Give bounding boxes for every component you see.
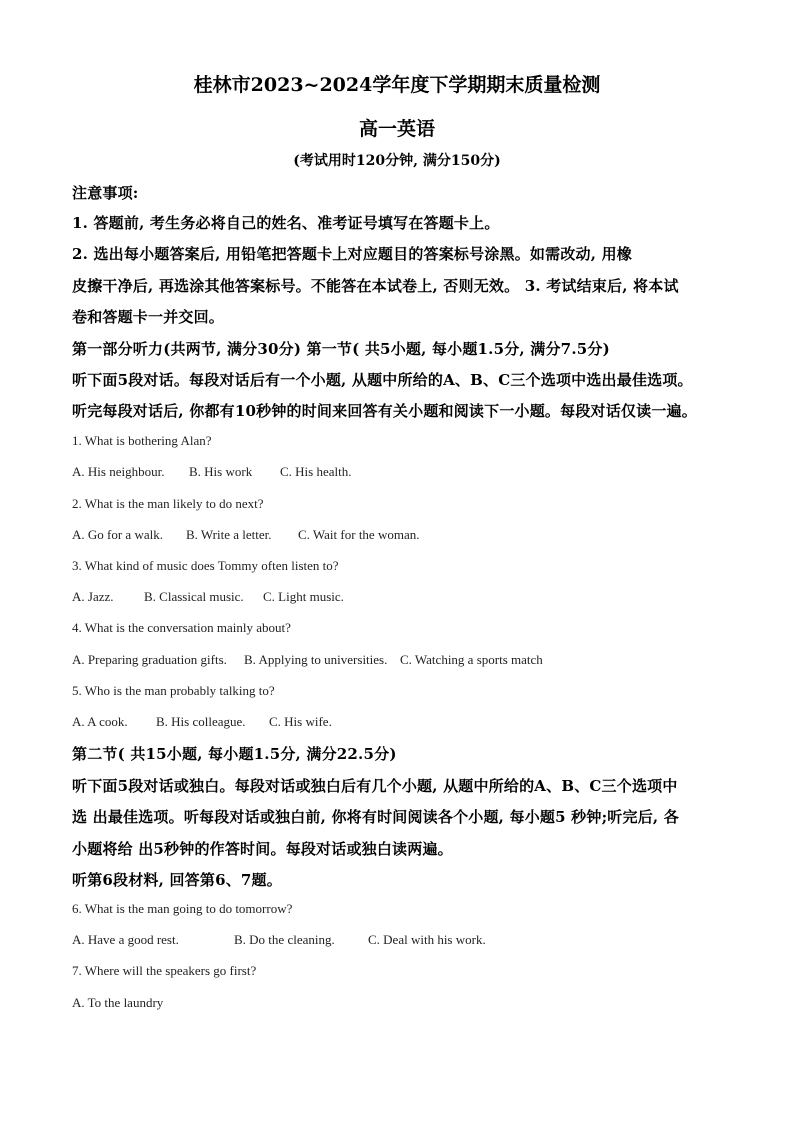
part1-heading: 第一部分听力(共两节, 满分30分) 第一节( 共5小题, 每小题1.5分, 满分7.5分) [72,340,610,358]
material-6-heading: 听第6段材料, 回答第6、7题。 [72,871,282,889]
subject-title: 高一英语 [358,118,435,140]
option-a: A. Go for a walk. [72,527,163,542]
option-b: B. His colleague. [156,714,246,729]
note-item-2-line-1: 2. 选出每小题答案后, 用铅笔把答题卡上对应题目的答案标号涂黑。如需改动, 用橡 [72,245,632,263]
question-2: 2. What is the man likely to do next? [72,496,264,511]
part2-instruction-line-1: 听下面5段对话或独白。每段对话或独白后有几个小题, 从题中所给的A、B、C三个选项中 [72,777,678,795]
option-a: A. A cook. [72,714,128,729]
question-6: 6. What is the man going to do tomorrow? [72,901,293,916]
question-1: 1. What is bothering Alan? [72,433,212,448]
option-a: A. His neighbour. [72,464,165,479]
question-1-options [72,464,732,480]
option-b: B. Do the cleaning. [234,932,335,947]
option-a: A. Preparing graduation gifts. [72,652,227,667]
note-item-2-line-3: 卷和答题卡一并交回。 [72,308,225,326]
part1-instruction-line-2: 听完每段对话后, 你都有10秒钟的时间来回答有关小题和阅读下一小题。每段对话仅读一遍。 [72,402,697,420]
option-c: C. Light music. [263,589,344,604]
question-5: 5. Who is the man probably talking to? [72,683,275,698]
question-2-options [72,527,732,543]
option-c: C. His health. [280,464,352,479]
question-6-options [72,932,732,948]
question-3: 3. What kind of music does Tommy often listen to? [72,558,339,573]
option-c: C. His wife. [269,714,332,729]
note-item-1: 1. 答题前, 考生务必将自己的姓名、准考证号填写在答题卡上。 [72,214,500,232]
option-c: C. Deal with his work. [368,932,486,947]
option-b: B. His work [189,464,253,479]
notes-heading: 注意事项: [72,184,139,202]
part2-instruction-line-3: 小题将给 出5秒钟的作答时间。每段对话或独白读两遍。 [72,840,453,858]
question-3-options [72,589,732,605]
question-7: 7. Where will the speakers go first? [72,963,257,978]
option-a: A. Have a good rest. [72,932,179,947]
part1-instruction-line-1: 听下面5段对话。每段对话后有一个小题, 从题中所给的A、B、C三个选项中选出最佳选项。 [72,371,693,389]
question-5-options [72,714,732,730]
option-c: C. Wait for the woman. [298,527,420,542]
option-b: B. Write a letter. [186,527,272,542]
exam-info: (考试用时120分钟, 满分150分) [293,153,501,169]
option-a: A. To the laundry [72,995,164,1010]
question-4: 4. What is the conversation mainly about? [72,620,291,635]
part2-instruction-line-2: 选 出最佳选项。听每段对话或独白前, 你将有时间阅读各个小题, 每小题5 秒钟;听完后, 各 [72,808,679,826]
question-7-options [72,995,732,1011]
part2-heading: 第二节( 共15小题, 每小题1.5分, 满分22.5分) [72,745,397,763]
option-c: C. Watching a sports match [400,652,543,667]
exam-title: 桂林市2023~2024学年度下学期期末质量检测 [193,74,601,96]
option-b: B. Applying to universities. [244,652,388,667]
option-a: A. Jazz. [72,589,114,604]
question-4-options [72,652,732,668]
note-item-2-line-2: 皮擦干净后, 再选涂其他答案标号。不能答在本试卷上, 否则无效。 3. 考试结束后, 将本试 [72,277,679,295]
option-b: B. Classical music. [144,589,244,604]
